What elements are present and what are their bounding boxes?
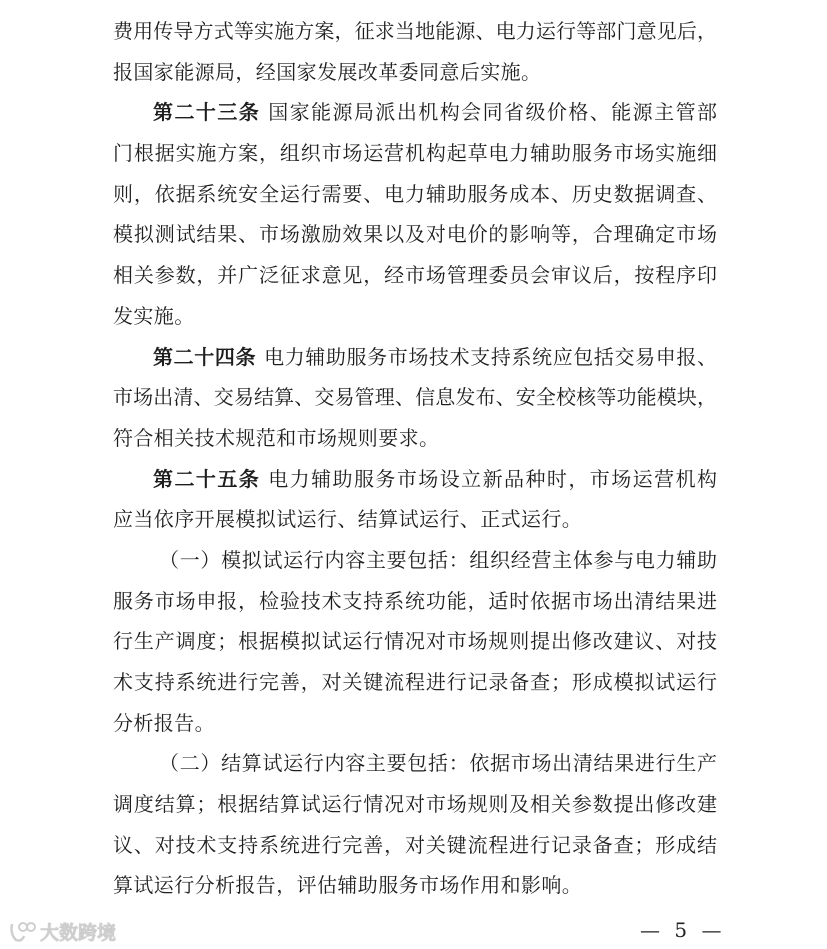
text-line: [113, 621, 717, 662]
text-line: [113, 784, 717, 825]
article-heading: 第二十三条: [153, 100, 261, 125]
line-text: 国家能源局派出机构会同省级价格、能源主管部: [268, 100, 718, 125]
text-line: [113, 377, 717, 418]
article-heading: 第二十五条: [153, 466, 261, 491]
text-line: [113, 825, 717, 866]
page-number: — 5 —: [640, 918, 726, 942]
line-text: 报国家能源局，经国家发展改革委同意后实施。: [113, 59, 542, 84]
text-line: [113, 337, 717, 378]
watermark: [8, 918, 116, 945]
line-text: 术支持系统进行完善，对关键流程进行记录备查；形成模拟试运行: [113, 670, 717, 694]
text-line: [113, 214, 717, 255]
text-line: [113, 581, 717, 622]
article-heading: 第二十四条: [153, 344, 257, 369]
line-text: 则，依据系统安全运行需要、电力辅助服务成本、历史数据调查、: [113, 181, 717, 206]
line-text: 算试运行分析报告，评估辅助服务市场作用和影响。: [113, 873, 583, 898]
line-text: 调度结算；根据结算试运行情况对市场规则及相关参数提出修改建: [113, 792, 717, 817]
line-text: 议、对技术支持系统进行完善，对关键流程进行记录备查；形成结: [113, 832, 717, 857]
text-line: [113, 52, 717, 93]
text-line: [113, 11, 717, 52]
line-text: 电力辅助服务市场技术支持系统应包括交易申报、: [264, 344, 718, 369]
paragraph: [113, 11, 717, 92]
line-text: 电力辅助服务市场设立新品种时，市场运营机构: [268, 466, 718, 491]
line-text: 费用传导方式等实施方案，征求当地能源、电力运行等部门意见后，: [113, 19, 717, 43]
line-text: 服务市场申报，检验技术支持系统功能，适时依据市场出清结果进: [113, 588, 717, 613]
text-line: [113, 662, 717, 703]
text-line: [113, 703, 717, 744]
paragraph: [113, 540, 717, 743]
article-paragraph: [113, 92, 717, 336]
text-line: [113, 540, 717, 581]
watermark-text: 大数跨境: [40, 922, 117, 944]
line-text: 相关参数，并广泛征求意见，经市场管理委员会审议后，按程序印: [113, 263, 717, 288]
line-text: 分析报告。: [113, 710, 215, 735]
line-text: 符合相关技术规范和市场规则要求。: [113, 425, 440, 450]
line-text: （一）模拟试运行内容主要包括：组织经营主体参与电力辅助: [159, 547, 717, 572]
line-text: 行生产调度；根据模拟试运行情况对市场规则提出修改建议、对技: [113, 629, 717, 654]
line-text: 应当依序开展模拟试运行、结算试运行、正式运行。: [113, 507, 583, 532]
text-line: [113, 418, 717, 459]
line-text: 市场出清、交易结算、交易管理、信息发布、安全校核等功能模块，: [113, 385, 717, 410]
line-text: （二）结算试运行内容主要包括：依据市场出清结果进行生产: [159, 751, 717, 776]
watermark-logo-icon: [8, 920, 36, 944]
text-line: [113, 499, 717, 540]
article-paragraph: [113, 459, 717, 540]
text-line: [113, 296, 717, 337]
line-text: 门根据实施方案，组织市场运营机构起草电力辅助服务市场实施细: [113, 141, 717, 166]
text-line: [113, 865, 717, 906]
document-body: [113, 11, 717, 906]
text-line: [113, 459, 717, 500]
paragraph: [113, 743, 717, 906]
text-line: [113, 174, 717, 215]
line-text: 发实施。: [113, 303, 195, 328]
text-line: [113, 743, 717, 784]
text-line: [113, 92, 717, 133]
text-line: [113, 133, 717, 174]
text-line: [113, 255, 717, 296]
line-text: 模拟测试结果、市场激励效果以及对电价的影响等，合理确定市场: [113, 222, 717, 247]
article-paragraph: [113, 337, 717, 459]
